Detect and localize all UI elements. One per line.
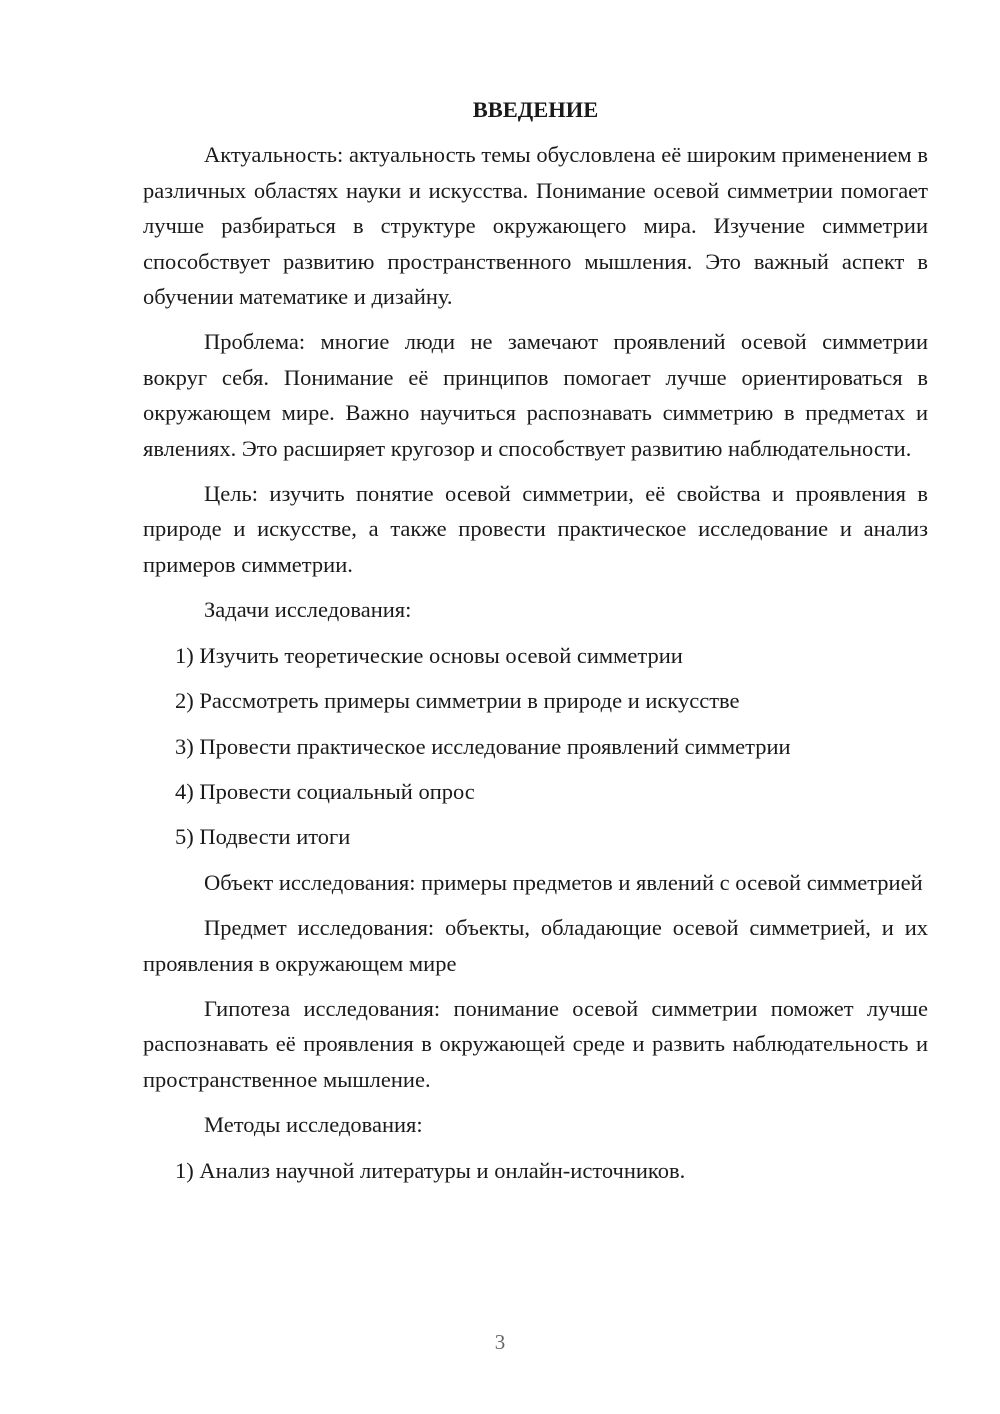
- paragraph-subject: Предмет исследования: объекты, обладающие осевой симметрией, и их проявления в окружающем мире: [143, 915, 928, 976]
- section-heading: ВВЕДЕНИЕ: [472, 97, 599, 122]
- paragraph-object: Объект исследования: примеры предметов и явлений с осевой симметрией: [204, 869, 923, 895]
- paragraph-relevance: Актуальность: актуальность темы обусловлена её широким применением в различных областях науки и искусства. Понимание осевой симметрии помогает лучше разбираться в структуре окружающего мира. Изучение симметрии способствует развитию пространственного мышления. Это важный аспект в обучении математике и дизайну.: [143, 142, 928, 310]
- tasks-heading: Задачи исследования:: [204, 597, 412, 623]
- task-list-item: 1) Изучить теоретические основы осевой симметрии: [175, 642, 683, 668]
- task-list-item: 3) Провести практическое исследование проявлений симметрии: [175, 733, 791, 759]
- paragraph-hypothesis: Гипотеза исследования: понимание осевой симметрии поможет лучше распознавать её проявления в окружающей среде и развить наблюдательность и пространственное мышление.: [143, 995, 928, 1092]
- document-page: [143, 92, 928, 1198]
- task-list-item: 5) Подвести итоги: [175, 824, 351, 850]
- page-number: 3: [494, 1330, 506, 1354]
- paragraph-problem: Проблема: многие люди не замечают проявлений осевой симметрии вокруг себя. Понимание её принципов помогает лучше ориентироваться в окружающем мире. Важно научиться распознавать симметрию в предметах и явлениях. Это расширяет кругозор и способствует развитию наблюдательности.: [143, 329, 928, 461]
- task-list-item: 2) Рассмотреть примеры симметрии в природе и искусстве: [175, 688, 740, 714]
- task-list-item: 4) Провести социальный опрос: [175, 778, 475, 804]
- method-list-item: 1) Анализ научной литературы и онлайн-источников.: [175, 1157, 686, 1183]
- paragraph-goal: Цель: изучить понятие осевой симметрии, её свойства и проявления в природе и искусстве, а также провести практическое исследование и анализ примеров симметрии.: [143, 481, 928, 577]
- methods-heading: Методы исследования:: [204, 1112, 423, 1138]
